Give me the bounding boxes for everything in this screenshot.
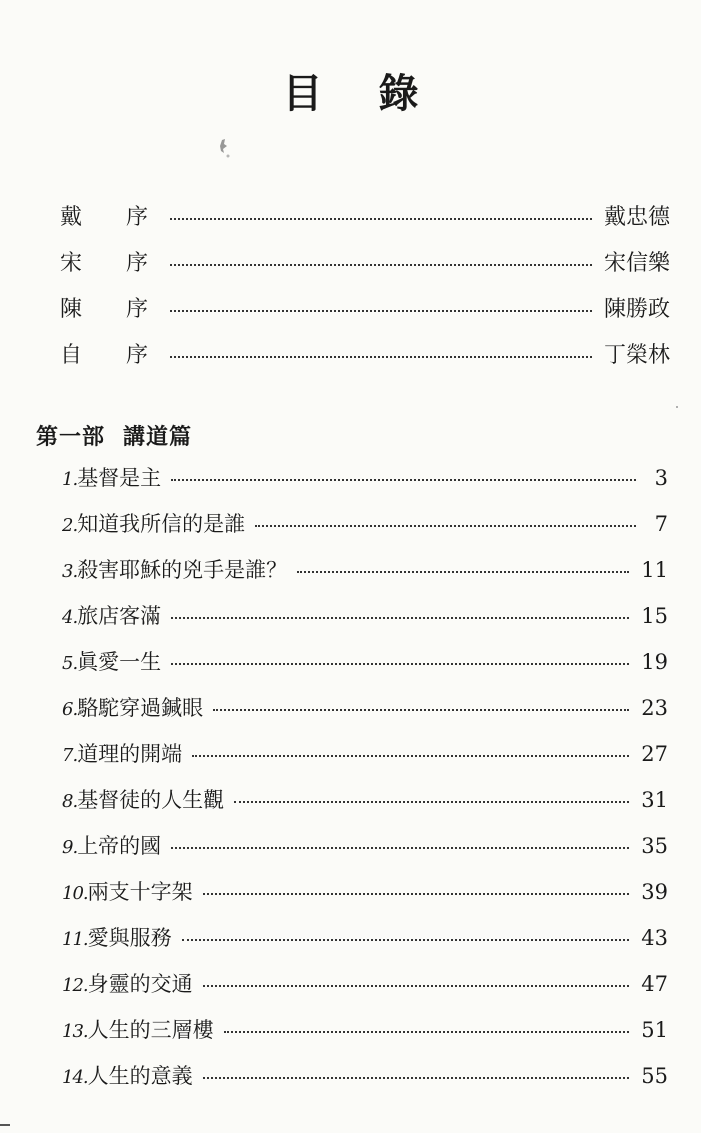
preface-row[interactable] — [60, 246, 670, 292]
dot-leader — [170, 217, 592, 220]
toc-page-number: 43 — [641, 926, 668, 950]
preface-author: 戴忠德 — [603, 205, 670, 230]
dot-leader — [171, 616, 629, 619]
toc-page-number: 47 — [641, 972, 668, 996]
toc-number: 2. — [62, 515, 78, 536]
toc-title: 人生的意義 — [87, 1064, 193, 1088]
ink-blot-mark — [216, 138, 232, 160]
toc-page-number: 11 — [641, 558, 668, 582]
toc-entry[interactable] — [62, 784, 668, 830]
toc-title: 道理的開端 — [77, 742, 183, 766]
toc-number: 5. — [62, 653, 78, 674]
toc-page-number: 3 — [654, 466, 668, 490]
toc-number: 1. — [62, 469, 78, 490]
toc-page-number: 35 — [641, 834, 668, 858]
toc-title: 上帝的國 — [77, 834, 162, 858]
toc-page-number: 55 — [641, 1064, 668, 1088]
page-title — [0, 62, 701, 119]
dot-leader — [203, 892, 630, 895]
preface-row[interactable] — [60, 338, 670, 384]
toc-entry[interactable] — [62, 600, 668, 646]
toc-title: 知道我所信的是誰 — [77, 512, 246, 536]
toc-entry[interactable] — [62, 1014, 668, 1060]
dot-leader — [234, 800, 629, 803]
part-header — [36, 420, 192, 451]
toc-page-number: 19 — [641, 650, 668, 674]
toc-title: 人生的三層樓 — [87, 1018, 214, 1042]
toc-title: 身靈的交通 — [87, 972, 193, 996]
dot-leader — [182, 938, 630, 941]
toc-page-number: 39 — [641, 880, 668, 904]
dot-leader — [203, 984, 630, 987]
toc-title: 基督是主 — [77, 466, 162, 490]
toc-number: 10. — [62, 883, 88, 904]
toc-number: 8. — [62, 791, 78, 812]
toc-list — [62, 462, 668, 1106]
toc-entry[interactable] — [62, 462, 668, 508]
toc-number: 4. — [62, 607, 78, 628]
scan-edge-mark — [0, 1124, 10, 1126]
toc-title: 兩支十字架 — [87, 880, 193, 904]
dot-leader — [171, 662, 629, 665]
toc-page-number: 51 — [641, 1018, 668, 1042]
toc-number: 12. — [62, 975, 88, 996]
preface-char-2: 序 — [126, 297, 149, 322]
preface-char-1: 宋 — [60, 251, 83, 276]
dot-leader — [170, 309, 592, 312]
toc-number: 13. — [62, 1021, 88, 1042]
toc-entry[interactable] — [62, 968, 668, 1014]
toc-page-number: 23 — [641, 696, 668, 720]
toc-number: 7. — [62, 745, 78, 766]
toc-number: 14. — [62, 1067, 88, 1088]
preface-row[interactable] — [60, 200, 670, 246]
dot-leader — [171, 846, 629, 849]
toc-entry[interactable] — [62, 554, 668, 600]
part-name: 講道篇 — [123, 425, 193, 450]
toc-entry[interactable] — [62, 692, 668, 738]
page-title-char-2: 錄 — [378, 71, 475, 117]
toc-title: 殺害耶穌的兇手是誰？ — [77, 558, 288, 582]
toc-entry[interactable] — [62, 508, 668, 554]
toc-title: 旅店客滿 — [77, 604, 162, 628]
dot-leader — [213, 708, 629, 711]
toc-entry[interactable] — [62, 1060, 668, 1106]
preface-char-2: 序 — [126, 251, 149, 276]
toc-title: 愛與服務 — [87, 926, 172, 950]
preface-label — [60, 292, 160, 323]
dot-leader — [170, 263, 592, 266]
toc-entry[interactable] — [62, 876, 668, 922]
toc-title: 眞愛一生 — [77, 650, 162, 674]
dot-leader — [224, 1030, 630, 1033]
toc-page-number: 27 — [641, 742, 668, 766]
toc-number: 9. — [62, 837, 78, 858]
toc-page-number: 31 — [641, 788, 668, 812]
toc-number: 3. — [62, 561, 78, 582]
preface-char-1: 陳 — [60, 297, 83, 322]
preface-author: 陳勝政 — [603, 297, 670, 322]
dot-leader — [203, 1076, 630, 1079]
dot-leader — [192, 754, 629, 757]
toc-title: 基督徒的人生觀 — [77, 788, 225, 812]
paper-speck — [676, 406, 678, 408]
toc-entry[interactable] — [62, 738, 668, 784]
toc-number: 6. — [62, 699, 78, 720]
preface-list — [60, 200, 670, 384]
toc-page-number: 7 — [654, 512, 668, 536]
dot-leader — [170, 355, 592, 358]
preface-author: 宋信樂 — [603, 251, 670, 276]
preface-label — [60, 200, 160, 231]
preface-char-2: 序 — [126, 343, 149, 368]
toc-title: 駱駝穿過鍼眼 — [77, 696, 204, 720]
dot-leader — [297, 570, 629, 573]
preface-label — [60, 246, 160, 277]
part-label: 第一部 — [36, 425, 106, 450]
preface-label — [60, 338, 160, 369]
toc-number: 11. — [62, 929, 88, 950]
toc-entry[interactable] — [62, 830, 668, 876]
dot-leader — [171, 478, 636, 481]
preface-author: 丁榮林 — [603, 343, 670, 368]
dot-leader — [255, 524, 636, 527]
preface-char-2: 序 — [126, 205, 149, 230]
preface-row[interactable] — [60, 292, 670, 338]
preface-char-1: 自 — [60, 343, 83, 368]
toc-entry[interactable] — [62, 646, 668, 692]
page-title-char-1: 目 — [282, 71, 379, 117]
toc-entry[interactable] — [62, 922, 668, 968]
toc-page-number: 15 — [641, 604, 668, 628]
preface-char-1: 戴 — [60, 205, 83, 230]
